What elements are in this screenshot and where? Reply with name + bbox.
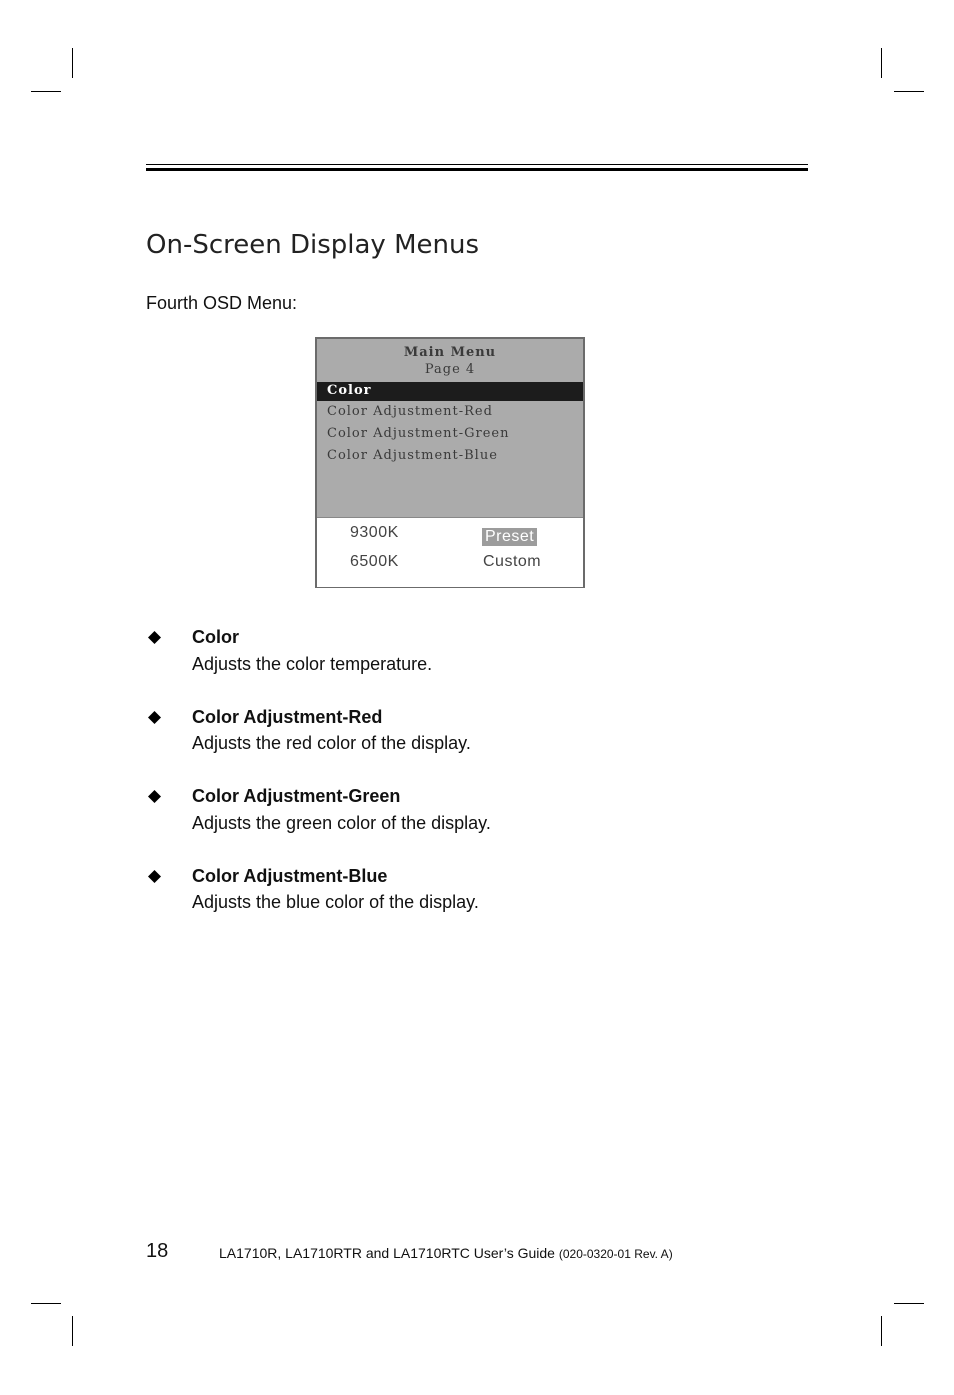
- osd-selected-row: [317, 382, 583, 401]
- feature-title-blue: Color Adjustment-Blue: [192, 866, 388, 886]
- feature-title-green: Color Adjustment-Green: [192, 786, 401, 806]
- crop-mark-bottom-left-h: [31, 1303, 61, 1304]
- header-rule-thick: [146, 168, 808, 171]
- header-rule-thin: [146, 164, 808, 165]
- footer-text: [219, 1245, 673, 1261]
- crop-mark-top-right-h: [894, 91, 924, 92]
- feature-desc-red: Adjusts the red color of the display.: [192, 733, 471, 753]
- feature-title-red: Color Adjustment-Red: [192, 707, 383, 727]
- page-title: On-Screen Display Menus: [146, 230, 480, 260]
- osd-item-green: Color Adjustment-Green: [327, 426, 510, 441]
- osd-options-panel: [317, 517, 583, 587]
- crop-mark-top-right-v: [881, 48, 882, 78]
- osd-item-blue: Color Adjustment-Blue: [327, 448, 498, 463]
- feature-desc-color: Adjusts the color temperature.: [192, 654, 433, 674]
- diamond-bullet-icon: [148, 870, 161, 883]
- crop-mark-bottom-left-v: [72, 1316, 73, 1346]
- crop-mark-bottom-right-v: [881, 1316, 882, 1346]
- crop-mark-top-left-h: [31, 91, 61, 92]
- footer-revision: (020-0320-01 Rev. A): [558, 1247, 673, 1261]
- osd-selected-label: Color: [327, 383, 372, 398]
- osd-option-6500k: 6500K: [350, 553, 399, 570]
- osd-item-red: Color Adjustment-Red: [327, 404, 493, 419]
- footer-guide-title: LA1710R, LA1710RTR and LA1710RTC User’s Guide: [219, 1245, 555, 1261]
- osd-header-title: Main Menu: [403, 345, 497, 360]
- diamond-bullet-icon: [148, 790, 161, 803]
- diamond-bullet-icon: [148, 711, 161, 724]
- osd-option-preset: Preset: [482, 528, 537, 546]
- osd-menu-screenshot: [315, 337, 585, 588]
- osd-option-9300k: 9300K: [350, 524, 399, 541]
- feature-desc-green: Adjusts the green color of the display.: [192, 813, 491, 833]
- crop-mark-bottom-right-h: [894, 1303, 924, 1304]
- intro-text: Fourth OSD Menu:: [146, 293, 298, 313]
- diamond-bullet-icon: [148, 631, 161, 644]
- osd-header-page: Page 4: [424, 362, 476, 377]
- crop-mark-top-left-v: [72, 48, 73, 78]
- osd-option-custom: Custom: [483, 553, 542, 570]
- feature-desc-blue: Adjusts the blue color of the display.: [192, 892, 479, 912]
- page-number: 18: [146, 1240, 169, 1262]
- feature-title-color: Color: [192, 627, 239, 647]
